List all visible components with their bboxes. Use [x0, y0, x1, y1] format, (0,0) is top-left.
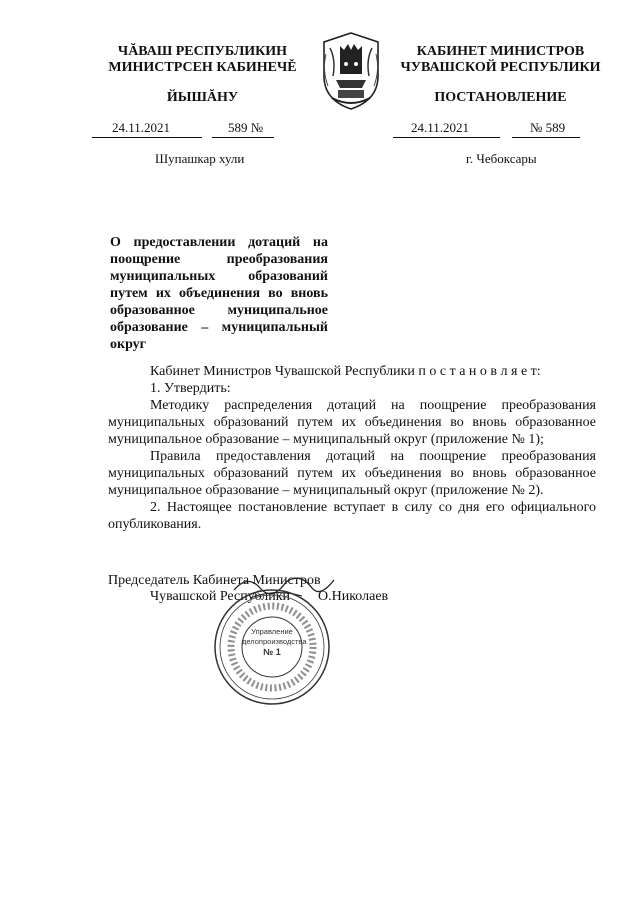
signature-title-line1: Председатель Кабинета Министров — [108, 573, 321, 588]
stamp-center-line3: № 1 — [263, 647, 281, 657]
header-left-line2: МИНИСТРСЕН КАБИНЕЧĚ — [108, 60, 297, 75]
header-right-number-line — [512, 136, 580, 138]
emblem-icon — [316, 30, 386, 112]
document-subject: О предоставлении дотаций на поощрение преобразования муниципальных образований путем их объединения во вновь образованное муниципальное образование – муниципальный округ — [110, 235, 328, 352]
body-intro: Кабинет Министров Чувашской Республики п о с т а н о в л я е т: — [150, 364, 541, 379]
header-right-date-line — [393, 136, 500, 138]
body-item1: 1. Утвердить: — [150, 381, 231, 396]
body-para2: Правила предоставления дотаций на поощрение преобразования муниципальных образований путем их объединения во вновь образованное муниципальное образование – муниципальный округ (приложение № 2). — [108, 449, 596, 498]
header-left-doc-type: ЙЫШĂНУ — [166, 90, 239, 105]
header-left-date: 24.11.2021 — [112, 120, 171, 135]
signature-name: О.Николаев — [318, 589, 389, 604]
header-left-org — [95, 44, 310, 76]
stamp-center-line1: Управление — [251, 627, 293, 636]
header-right-line1: КАБИНЕТ МИНИСТРОВ — [416, 44, 585, 59]
stamp-center — [242, 627, 307, 657]
official-stamp — [212, 587, 332, 707]
header-right-city: г. Чебоксары — [466, 151, 537, 166]
body-item2: 2. Настоящее постановление вступает в силу со дня его официального опубликования. — [108, 500, 596, 532]
header-left-date-line — [92, 136, 202, 138]
emblem — [316, 30, 386, 112]
header-right-line2: ЧУВАШСКОЙ РЕСПУБЛИКИ — [400, 60, 601, 75]
signature-title-line2: Чувашской Республики — [150, 589, 291, 604]
body-para1: Методику распределения дотаций на поощрение преобразования муниципальных образований путем их объединения во вновь образованное муниципальное образование – муниципальный округ (приложение № 1); — [108, 398, 596, 447]
stamp-center-line2: делопроизводства — [242, 637, 307, 646]
header-left-number-line — [212, 136, 274, 138]
header-right-date: 24.11.2021 — [411, 120, 470, 135]
document-body — [108, 363, 596, 533]
header-right-org — [393, 44, 608, 76]
header-right-doc-type: ПОСТАНОВЛЕНИЕ — [434, 90, 567, 105]
header-left-number: 589 № — [228, 120, 264, 135]
header-left-city: Шупашкар хули — [155, 151, 245, 166]
header-right-number: № 589 — [530, 120, 566, 135]
header-left-line1: ЧĂВАШ РЕСПУБЛИКИН — [117, 44, 288, 59]
